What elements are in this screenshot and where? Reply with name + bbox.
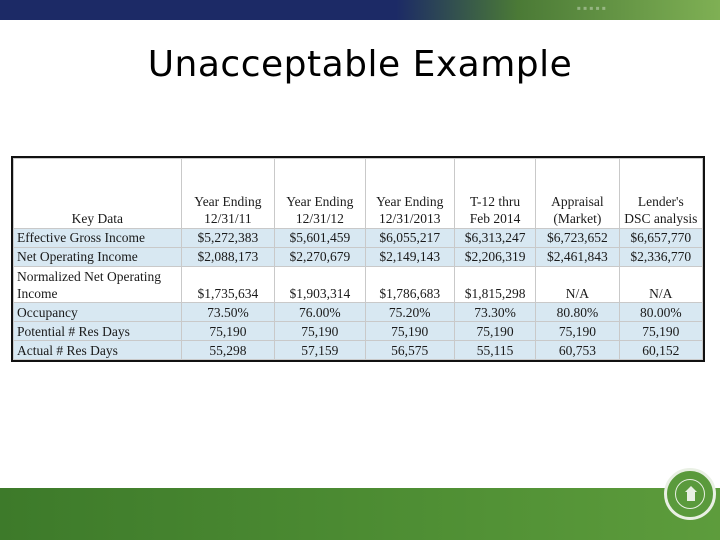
header-text: 12/31/11 [204,211,252,226]
table-header-row [14,159,703,229]
table-cell: 75,190 [365,322,454,341]
bottom-banner [0,488,720,540]
header-text: 12/31/12 [295,211,344,226]
table-cell: $1,815,298 [454,266,535,303]
table-cell: $6,313,247 [454,229,535,248]
column-header-appraisal [536,159,619,229]
table-cell: $5,601,459 [275,229,365,248]
column-header-ye-2013 [365,159,454,229]
table-cell: 80.80% [536,303,619,322]
table-cell: 76.00% [275,303,365,322]
table-cell: $1,903,314 [275,266,365,303]
table-cell: N/A [619,266,702,303]
table-cell: N/A [536,266,619,303]
column-header-ye-2011 [181,159,274,229]
row-label: Potential # Res Days [14,322,182,341]
table-cell: 80.00% [619,303,702,322]
table-cell: 56,575 [365,341,454,360]
table-cell: 60,753 [536,341,619,360]
header-text: DSC analysis [624,211,698,226]
header-text: Key Data [71,211,124,226]
table-cell: 75.20% [365,303,454,322]
table-cell: 55,298 [181,341,274,360]
table-row [14,229,703,248]
table-cell: $2,088,173 [181,247,274,266]
row-label-line: Income [17,286,58,302]
table-row [14,266,703,303]
header-text: Appraisal [551,194,604,209]
column-header-lender-dsc [619,159,702,229]
table-cell: $2,270,679 [275,247,365,266]
table-cell: $6,055,217 [365,229,454,248]
table-cell: 73.30% [454,303,535,322]
table-cell: 55,115 [454,341,535,360]
table-cell: $5,272,383 [181,229,274,248]
row-label: Actual # Res Days [14,341,182,360]
row-label [14,266,182,303]
table-cell: 75,190 [619,322,702,341]
table-cell: $1,735,634 [181,266,274,303]
table-cell: 75,190 [275,322,365,341]
table-cell: $2,149,143 [365,247,454,266]
row-label: Occupancy [14,303,182,322]
column-header-key-data [14,159,182,229]
table-row [14,341,703,360]
table-cell: 60,152 [619,341,702,360]
table-cell: $2,336,770 [619,247,702,266]
header-text: Year Ending [194,194,262,209]
table-cell: 57,159 [275,341,365,360]
header-text: Year Ending [286,194,354,209]
department-seal-icon [664,468,716,520]
header-text: (Market) [553,211,602,226]
row-label-line: Normalized Net Operating [17,269,161,285]
column-header-ye-2012 [275,159,365,229]
table-cell: 75,190 [454,322,535,341]
key-data-table-frame [11,156,705,362]
table-row [14,322,703,341]
header-text: Feb 2014 [469,211,521,226]
column-header-t12 [454,159,535,229]
slide-title: Unacceptable Example [147,44,573,85]
row-label: Effective Gross Income [14,229,182,248]
top-banner-logo: ▪▪▪▪▪ [576,1,608,15]
table-cell: $6,723,652 [536,229,619,248]
table-cell: 73.50% [181,303,274,322]
table-cell: $2,461,843 [536,247,619,266]
table-cell: 75,190 [536,322,619,341]
seal-ring [675,479,705,509]
table-cell: $1,786,683 [365,266,454,303]
table-cell: $2,206,319 [454,247,535,266]
header-text: Year Ending [376,194,444,209]
table-row [14,303,703,322]
table-cell: 75,190 [181,322,274,341]
header-text: T-12 thru [470,194,521,209]
seal-building [687,492,695,501]
header-text: 12/31/2013 [378,211,441,226]
table-row [14,247,703,266]
header-text: Lender's [637,194,684,209]
top-banner [0,0,720,20]
key-data-table [13,158,703,360]
table-cell: $6,657,770 [619,229,702,248]
row-label: Net Operating Income [14,247,182,266]
